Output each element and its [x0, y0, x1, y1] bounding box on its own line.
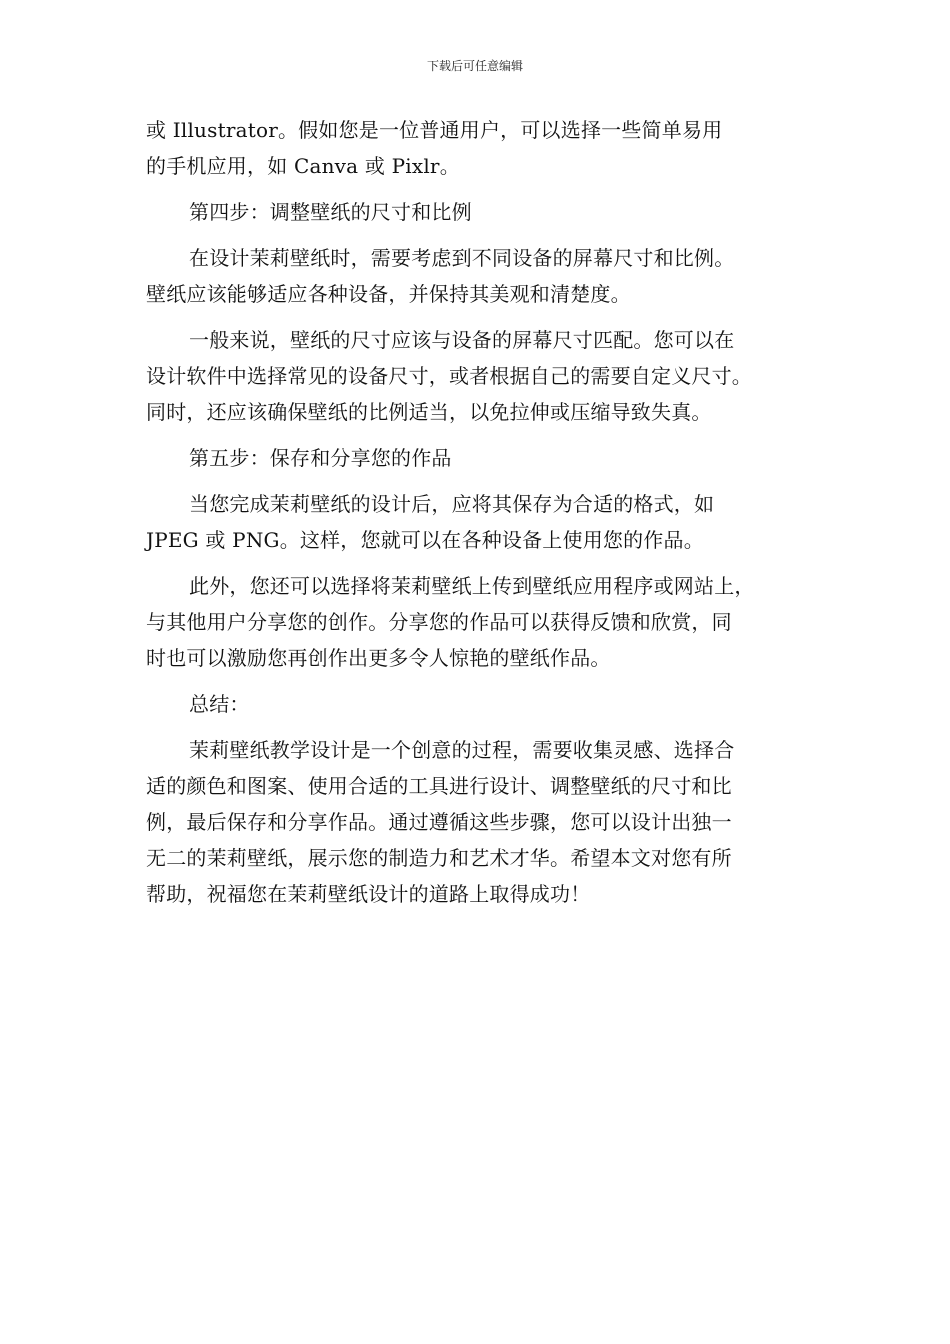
paragraph-line: 当您完成茉莉壁纸的设计后，应将其保存为合适的格式，如	[189, 492, 715, 516]
paragraph-line: 帮助，祝福您在茉莉壁纸设计的道路上取得成功！	[146, 882, 591, 906]
paragraph-line: 与其他用户分享您的创作。分享您的作品可以获得反馈和欣赏，同	[146, 610, 732, 634]
paragraph-line: 适的颜色和图案、使用合适的工具进行设计、调整壁纸的尺寸和比	[146, 774, 732, 798]
paragraph-line: 的手机应用，如 Canva 或 Pixlr。	[146, 154, 460, 178]
paragraph-line: JPEG 或 PNG。这样，您就可以在各种设备上使用您的作品。	[146, 528, 704, 552]
paragraph-line: 设计软件中选择常见的设备尺寸，或者根据自己的需要自定义尺寸。	[146, 364, 752, 388]
paragraph-line: 例，最后保存和分享作品。通过遵循这些步骤，您可以设计出独一	[146, 810, 732, 834]
paragraph-line: 无二的茉莉壁纸，展示您的制造力和艺术才华。希望本文对您有所	[146, 846, 732, 870]
paragraph-line: 此外，您还可以选择将茉莉壁纸上传到壁纸应用程序或网站上，	[189, 574, 755, 598]
section-heading-step-5: 第五步：保存和分享您的作品	[189, 446, 452, 470]
section-heading-step-4: 第四步：调整壁纸的尺寸和比例	[189, 200, 472, 224]
paragraph-line: 茉莉壁纸教学设计是一个创意的过程，需要收集灵感、选择合	[189, 738, 735, 762]
paragraph-line: 在设计茉莉壁纸时，需要考虑到不同设备的屏幕尺寸和比例。	[189, 246, 735, 270]
document-body	[146, 112, 816, 912]
section-heading-summary: 总结：	[189, 692, 250, 716]
paragraph-line: 一般来说，壁纸的尺寸应该与设备的屏幕尺寸匹配。您可以在	[189, 328, 735, 352]
page-header: 下载后可任意编辑	[426, 59, 523, 73]
paragraph-line: 壁纸应该能够适应各种设备，并保持其美观和清楚度。	[146, 282, 631, 306]
paragraph-line: 或 Illustrator。假如您是一位普通用户，可以选择一些简单易用	[146, 118, 723, 142]
paragraph-line: 同时，还应该确保壁纸的比例适当，以免拉伸或压缩导致失真。	[146, 400, 712, 424]
paragraph-line: 时也可以激励您再创作出更多令人惊艳的壁纸作品。	[146, 646, 611, 670]
